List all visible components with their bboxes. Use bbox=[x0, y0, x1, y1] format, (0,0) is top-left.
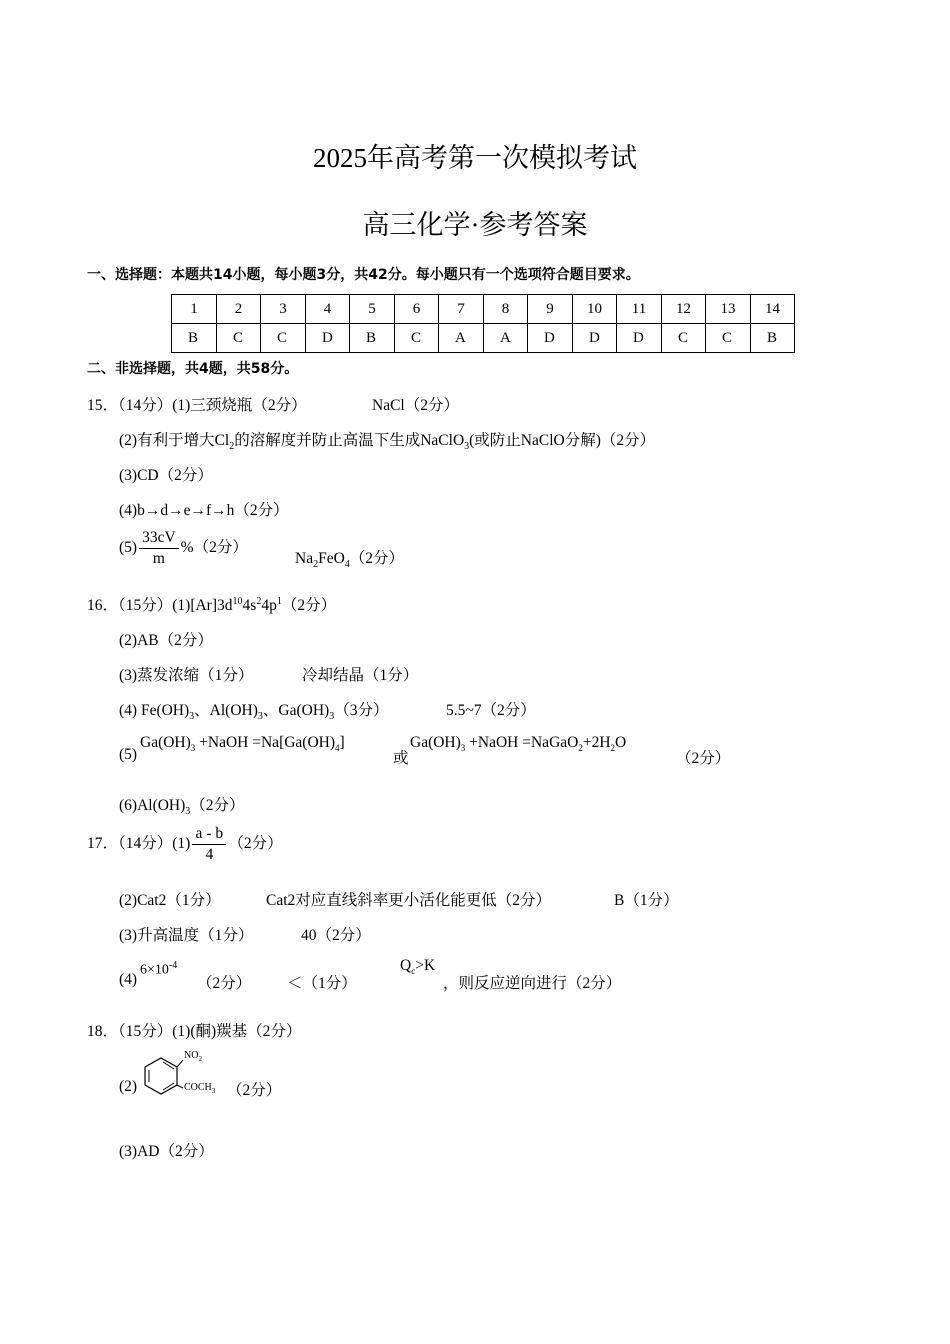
q17-q-gt-k: $Q_c>K$ bbox=[400, 957, 436, 977]
q18-line2-points: （2分） bbox=[227, 1082, 282, 1099]
q17-fraction: $\frac{a - b}{4}$ bbox=[192, 824, 226, 865]
q17-line2-a: (2)Cat2（1分） bbox=[119, 892, 221, 909]
q15-line4: (4)b→d→e→f→h（2分） bbox=[119, 502, 289, 519]
question-number-cell: 9 bbox=[528, 295, 573, 324]
section-1-heading: 一、选择题：本题共14小题，每小题3分，共42分。每小题只有一个选项符合题目要求。 bbox=[87, 267, 640, 283]
no2-label: $NO_2$ bbox=[184, 1050, 202, 1063]
table-header-row bbox=[172, 295, 795, 324]
answer-table bbox=[171, 294, 795, 353]
question-number-cell: 14 bbox=[751, 295, 795, 324]
q16-line3-b: 冷却结晶（1分） bbox=[302, 667, 419, 684]
answer-cell: B bbox=[350, 324, 395, 353]
question-number-cell: 8 bbox=[484, 295, 528, 324]
answer-cell: B bbox=[172, 324, 217, 353]
table-answer-row bbox=[172, 324, 795, 353]
q15-line1-b: NaCl（2分） bbox=[372, 397, 459, 414]
q17-line4-label: (4) bbox=[119, 971, 138, 988]
q16-line5-points: （2分） bbox=[676, 750, 731, 767]
q17-line4-points: （2分） bbox=[197, 975, 252, 992]
section-2-heading: 二、非选择题，共4题，共58分。 bbox=[87, 361, 299, 377]
question-number-cell: 13 bbox=[706, 295, 751, 324]
ring-inner-bond-2 bbox=[163, 1062, 174, 1069]
question-number-cell: 5 bbox=[350, 295, 395, 324]
q18-line1: 18．（15分）(1)(酮)羰基（2分） bbox=[87, 1023, 302, 1040]
q15-line5-b: $Na_2FeO_4(2$分） bbox=[295, 550, 405, 571]
answer-cell: D bbox=[573, 324, 617, 353]
answer-cell: C bbox=[217, 324, 261, 353]
q17-line4-b: ＜（1分） bbox=[287, 975, 357, 992]
q17-line2-b: Cat2对应直线斜率更小活化能更低（2分） bbox=[266, 892, 552, 909]
question-number-cell: 1 bbox=[172, 295, 217, 324]
benzene-ring bbox=[145, 1058, 177, 1094]
q18-line3: (3)AD（2分） bbox=[119, 1143, 214, 1160]
answer-cell: D bbox=[617, 324, 662, 353]
q16-equation-2: $Ga(OH)_3$ +NaOH $=NaGaO_2+2H_2O$ bbox=[410, 734, 627, 754]
answer-cell: C bbox=[662, 324, 706, 353]
q17-line1: 17．（14分）(1) $\frac{a - b}{4}$ （2分） bbox=[87, 825, 283, 863]
q16-or: 或 bbox=[393, 750, 409, 767]
q15-line2: (2)有利于增大$Cl_2$的溶解度并防止高温下生成NaClO$_3$(或防止NaClO分解)（2分） bbox=[119, 432, 656, 453]
ring-inner-bond-3 bbox=[163, 1083, 174, 1090]
q16-line2: (2)AB（2分） bbox=[119, 632, 213, 649]
q17-line3-b: 40（2分） bbox=[301, 927, 371, 944]
answer-cell: C bbox=[395, 324, 439, 353]
q17-line3-a: (3)升高温度（1分） bbox=[119, 927, 254, 944]
question-number-cell: 2 bbox=[217, 295, 261, 324]
page-title: 2025年高考第一次模拟考试 bbox=[313, 143, 637, 173]
question-number-cell: 11 bbox=[617, 295, 662, 324]
page-subtitle: 高三化学·参考答案 bbox=[362, 210, 588, 240]
q15-line1: 15．（14分）(1)三颈烧瓶（2分） bbox=[87, 397, 307, 414]
question-number-cell: 7 bbox=[439, 295, 484, 324]
question-number-cell: 6 bbox=[395, 295, 439, 324]
question-number-cell: 12 bbox=[662, 295, 706, 324]
answer-cell: B bbox=[751, 324, 795, 353]
q17-line4-d: ，则反应逆向进行（2分） bbox=[443, 975, 622, 992]
q16-line4-a: (4) $Fe(OH)_3$、$Al(OH)_3$、$Ga(OH)_3(3$分） bbox=[119, 702, 389, 723]
q16-line1: 16．（15分）$(1)[Ar]3d^{10}4s^24p^1(2$分） bbox=[87, 595, 337, 614]
bond-no2 bbox=[177, 1060, 183, 1067]
q16-line3-a: (3)蒸发浓缩（1分） bbox=[119, 667, 254, 684]
q15-fraction: $\frac{33cV}{m}$ bbox=[139, 528, 179, 569]
q18-line2-label: (2) bbox=[119, 1078, 138, 1095]
q15-line5: (5) $\frac{33cV}{m}$ %（2分） bbox=[119, 529, 248, 567]
answer-cell: A bbox=[484, 324, 528, 353]
answer-cell: D bbox=[306, 324, 350, 353]
q17-line2-c: B（1分） bbox=[614, 892, 679, 909]
question-number-cell: 4 bbox=[306, 295, 350, 324]
answer-cell: D bbox=[528, 324, 573, 353]
q15-line3: (3)CD（2分） bbox=[119, 467, 213, 484]
question-number-cell: 3 bbox=[261, 295, 306, 324]
bond-coch3 bbox=[177, 1085, 183, 1088]
q16-line5-label: (5) bbox=[119, 746, 138, 763]
answer-cell: C bbox=[261, 324, 306, 353]
question-number-cell: 10 bbox=[573, 295, 617, 324]
q16-equation-1: $Ga(OH)_3$ +NaOH $=Na[Ga(OH)_4]$ bbox=[140, 734, 345, 754]
q16-line4-b: 5.5~7（2分） bbox=[446, 702, 536, 719]
q17-value: $6\times 10^{-4}$ bbox=[140, 960, 178, 978]
answer-cell: C bbox=[706, 324, 751, 353]
answer-cell: A bbox=[439, 324, 484, 353]
coch3-label: $COCH_3$ bbox=[184, 1082, 216, 1095]
q16-line6: $(6)Al(OH)_3(2$分） bbox=[119, 797, 245, 818]
